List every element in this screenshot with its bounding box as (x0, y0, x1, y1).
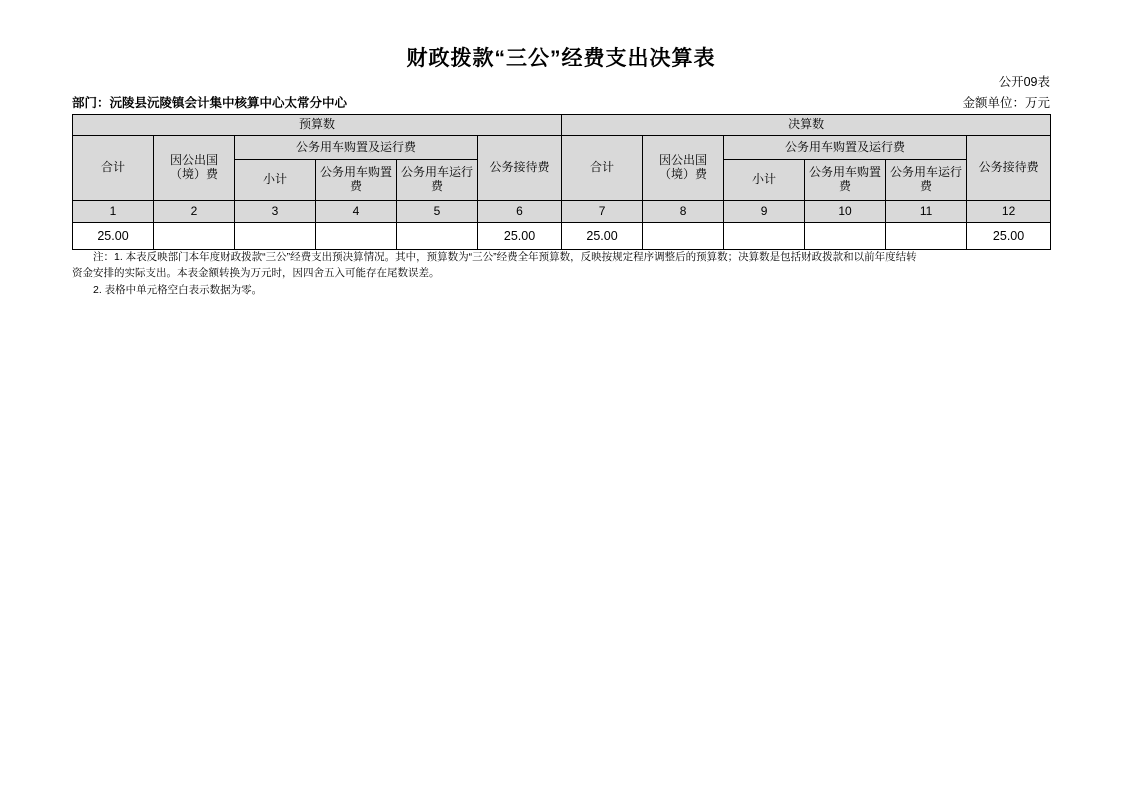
amount-unit-label: 金额单位：万元 (962, 96, 1050, 110)
header-budget-reception: 公务接待费 (478, 136, 562, 201)
header-budget-vehicle-group: 公务用车购置及运行费 (235, 136, 478, 160)
header-budget-abroad: 因公出国（境）费 (154, 136, 235, 201)
header-final-vehicle-operation: 公务用车运行费 (886, 160, 967, 201)
header-budget-total: 合计 (73, 136, 154, 201)
column-number: 12 (967, 201, 1051, 223)
column-number: 11 (886, 201, 967, 223)
column-number: 9 (724, 201, 805, 223)
page-title: 财政拨款“三公”经费支出决算表 (406, 47, 716, 70)
value-cell (643, 223, 724, 250)
column-number: 10 (805, 201, 886, 223)
header-final-vehicle-group: 公务用车购置及运行费 (724, 136, 967, 160)
header-budget-vehicle-purchase: 公务用车购置费 (316, 160, 397, 201)
column-number: 6 (478, 201, 562, 223)
budget-final-accounts-table (72, 114, 1051, 250)
column-number: 4 (316, 201, 397, 223)
column-number: 8 (643, 201, 724, 223)
value-cell: 25.00 (967, 223, 1051, 250)
value-cell (397, 223, 478, 250)
header-final-group: 决算数 (562, 115, 1051, 136)
value-cell: 25.00 (73, 223, 154, 250)
note-line-1: 注：1. 本表反映部门本年度财政拨款“三公”经费支出预决算情况。其中，预算数为“三公”经费全年预算数，反映按规定程序调整后的预算数；决算数是包括财政拨款和以前年度结转 (93, 251, 917, 263)
note-line-3: 2. 表格中单元格空白表示数据为零。 (93, 283, 263, 296)
value-cell (235, 223, 316, 250)
value-cell (886, 223, 967, 250)
value-cell (724, 223, 805, 250)
value-cell: 25.00 (478, 223, 562, 250)
table-notes (72, 249, 1050, 298)
note-line-2: 资金安排的实际支出。本表金额转换为万元时，因四舍五入可能存在尾数误差。 (72, 267, 440, 280)
meta-row (72, 93, 1050, 111)
value-cell (154, 223, 235, 250)
table-row (73, 223, 1051, 250)
value-cell (805, 223, 886, 250)
form-code: 公开09表 (998, 75, 1050, 89)
header-final-total: 合计 (562, 136, 643, 201)
header-final-abroad: 因公出国（境）费 (643, 136, 724, 201)
header-budget-vehicle-operation: 公务用车运行费 (397, 160, 478, 201)
column-number: 3 (235, 201, 316, 223)
column-number: 7 (562, 201, 643, 223)
column-number: 5 (397, 201, 478, 223)
header-final-vehicle-purchase: 公务用车购置费 (805, 160, 886, 201)
header-final-reception: 公务接待费 (967, 136, 1051, 201)
value-cell (316, 223, 397, 250)
value-cell: 25.00 (562, 223, 643, 250)
column-number: 2 (154, 201, 235, 223)
column-number: 1 (73, 201, 154, 223)
department-label: 部门：沅陵县沅陵镇会计集中核算中心太常分中心 (72, 96, 348, 110)
header-final-vehicle-subtotal: 小计 (724, 160, 805, 201)
header-budget-group: 预算数 (73, 115, 562, 136)
header-budget-vehicle-subtotal: 小计 (235, 160, 316, 201)
